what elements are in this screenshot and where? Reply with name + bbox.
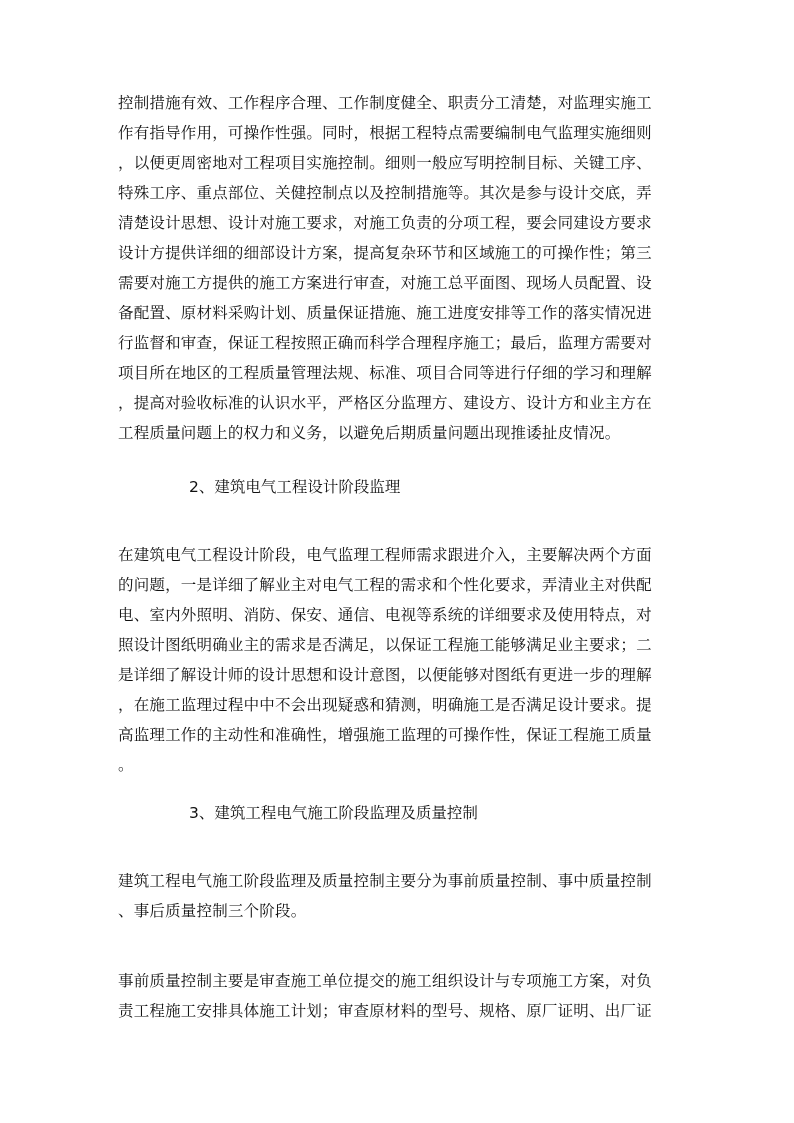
text-line: 特殊工序、重点部位、关健控制点以及控制措施等。其次是参与设计交底，弄 [118, 184, 652, 202]
paragraph [118, 966, 678, 1026]
text-line: 建筑工程电气施工阶段监理及质量控制主要分为事前质量控制、事中质量控制 [118, 872, 652, 890]
text-line: 需要对施工方提供的施工方案进行审查，对施工总平面图、现场人员配置、设 [118, 274, 652, 292]
text-line: 备配置、原材料采购计划、质量保证措施、施工进度安排等工作的落实情况进 [118, 304, 652, 322]
text-line: ，在施工监理过程中中不会出现疑惑和猜测，明确施工是否满足设计要求。提 [118, 696, 652, 714]
text-line: 控制措施有效、工作程序合理、工作制度健全、职责分工清楚，对监理实施工 [118, 94, 652, 112]
text-line: 项目所在地区的工程质量管理法规、标准、项目合同等进行仔细的学习和理解 [118, 364, 652, 382]
paragraph [118, 88, 678, 448]
text-line: ，提高对验收标准的认识水平，严格区分监理方、建设方、设计方和业主方在 [118, 394, 652, 412]
text-line: 是详细了解设计师的设计思想和设计意图，以便能够对图纸有更进一步的理解 [118, 666, 652, 684]
text-line: 清楚设计思想、设计对施工要求，对施工负责的分项工程，要会同建设方要求 [118, 214, 652, 232]
text-line: 作有指导作用，可操作性强。同时，根据工程特点需要编制电气监理实施细则 [118, 124, 652, 142]
section-heading: 3、建筑工程电气施工阶段监理及质量控制 [189, 804, 478, 822]
text-line: 的问题，一是详细了解业主对电气工程的需求和个性化要求，弄清业主对供配 [118, 576, 652, 594]
text-line: 责工程施工安排具体施工计划；审查原材料的型号、规格、原厂证明、出厂证 [118, 1002, 652, 1020]
text-line: 行监督和审查，保证工程按照正确而科学合理程序施工；最后，监理方需要对 [118, 334, 652, 352]
paragraph [118, 866, 678, 926]
text-line: 高监理工作的主动性和准确性，增强施工监理的可操作性，保证工程施工质量 [118, 726, 652, 744]
text-line: 在建筑电气工程设计阶段，电气监理工程师需求跟进介入，主要解决两个方面 [118, 546, 652, 564]
text-line: 设计方提供详细的细部设计方案，提高复杂环节和区域施工的可操作性；第三 [118, 244, 652, 262]
text-line: 。 [118, 756, 134, 774]
text-line: 、事后质量控制三个阶段。 [118, 902, 307, 920]
paragraph [118, 540, 678, 780]
text-line: 事前质量控制主要是审查施工单位提交的施工组织设计与专项施工方案，对负 [118, 972, 652, 990]
text-line: 工程质量问题上的权力和义务，以避免后期质量问题出现推诿扯皮情况。 [118, 424, 621, 442]
text-line: 照设计图纸明确业主的需求是否满足，以保证工程施工能够满足业主要求；二 [118, 636, 652, 654]
text-line: 电、室内外照明、消防、保安、通信、电视等系统的详细要求及使用特点，对 [118, 606, 652, 624]
text-line: ，以便更周密地对工程项目实施控制。细则一般应写明控制目标、关键工序、 [118, 154, 652, 172]
section-heading: 2、建筑电气工程设计阶段监理 [189, 478, 401, 496]
